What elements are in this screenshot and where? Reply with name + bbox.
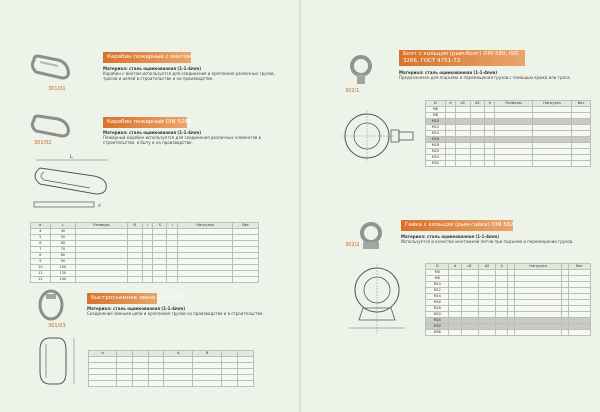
left-page xyxy=(0,0,299,412)
product-code: 302/2 xyxy=(345,242,360,248)
spec-table: d L Размеры B l S l Нагрузка Вес 4 40 5 50 6 60 7 70 8 80 9 90 10 100 11 120 12 140 xyxy=(30,222,259,283)
product-code: 301/02 xyxy=(34,140,52,146)
product-code: 301/03 xyxy=(48,323,66,329)
spec-table: D d d1 d2 h Нагрузка Вес M6 M8 M10 M12 M14 M16 M18 M20 M24 M30 M36 xyxy=(425,263,591,336)
section-title-banner: Карабин пожарный с винтом xyxy=(103,52,191,63)
eye-nut-photo xyxy=(355,220,389,252)
right-page xyxy=(301,0,600,412)
section-description: Материал: сталь оцинкованная (1-1-4mm) Используется в качестве монтажной петли при подъеме и перемещении грузов. xyxy=(401,234,574,244)
product-code: 302/1 xyxy=(345,88,360,94)
carabiner-photo-1 xyxy=(28,52,72,84)
section-title-banner: Болт с кольцом (рым-болт) DIN 580, ISO 3266, ГОСТ 4751-73 xyxy=(399,50,525,66)
svg-text:d: d xyxy=(98,203,101,208)
section-description: Материал: сталь оцинкованная (1-1-4mm) Карабин с винтом используется для соединения и крепления различных грузов, тросов и цепей в строительстве и на производстве. xyxy=(103,66,275,81)
svg-text:L: L xyxy=(70,154,73,160)
eye-bolt-photo xyxy=(347,52,381,86)
section-title-banner: Гайка с кольцом (рым-гайка) DIN 582 xyxy=(401,220,513,231)
eye-bolt-drawing xyxy=(339,104,421,168)
quick-link-photo xyxy=(34,288,68,322)
eye-nut-drawing xyxy=(339,262,421,340)
spec-table: d A B xyxy=(88,350,254,387)
carabiner-photo-2 xyxy=(28,112,72,142)
section-description: Материал: сталь оцинкованная (1-1-4mm) Соединение звеньев цепи и крепление грузов на производстве и в строительстве. xyxy=(87,306,264,316)
spec-table: D d d1 d2 h Размеры Нагрузка Вес M6 M8 M10 M12 M14 M16 M18 M20 M24 M30 xyxy=(425,100,591,167)
product-code: 301/01 xyxy=(48,86,66,92)
section-description: Материал: сталь оцинкованная (1-1-4mm) Пожарный карабин используется для соединения различных элементов в строительстве, в быту и на производстве. xyxy=(103,130,262,145)
section-title-banner: Карабин пожарный DIN 5299C xyxy=(103,117,187,128)
carabiner-drawing xyxy=(26,150,120,214)
section-title-banner: Быстросъемное звено DIN 5299 xyxy=(87,293,157,304)
quick-link-drawing xyxy=(34,332,86,390)
section-description: Материал: сталь оцинкованная (1-1-4mm) Предназначен для подъема и перемещения грузов с помощью крюка или троса. xyxy=(399,70,571,80)
